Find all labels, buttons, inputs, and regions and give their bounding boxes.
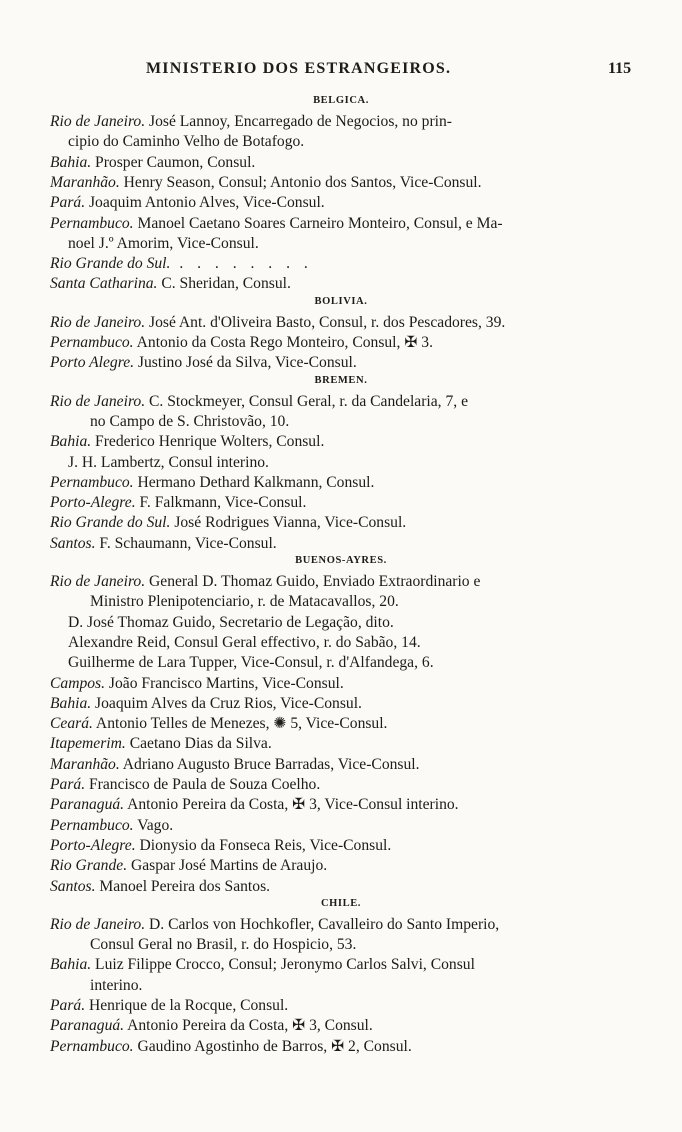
entry-line <box>50 1037 412 1057</box>
place-name: Bahia. <box>50 153 92 171</box>
entry-line <box>50 473 374 493</box>
entry-text: Hermano Dethard Kalkmann, Consul. <box>133 473 375 491</box>
entry-line <box>50 274 291 294</box>
entry-line <box>50 755 420 775</box>
entry-text: José Ant. d'Oliveira Basto, Consul, r. dos Pescadores, 39. <box>145 313 506 331</box>
place-name: Santa Catharina. <box>50 275 158 293</box>
entry-text: Gaudino Agostinho de Barros, ✠ 2, Consul. <box>133 1037 412 1055</box>
section-heading: BOLIVIA. <box>314 295 368 307</box>
entry-text: Antonio da Costa Rego Monteiro, Consul, ✠ 3. <box>133 334 433 351</box>
entry-text: Joaquim Alves da Cruz Rios, Vice-Consul. <box>91 694 362 712</box>
entry-line <box>50 313 505 333</box>
entry-line <box>90 976 142 996</box>
entry-text: Joaquim Antonio Alves, Vice-Consul. <box>85 194 325 212</box>
place-name: Rio de Janeiro. <box>50 113 146 130</box>
place-name: Santos. <box>50 534 96 552</box>
entry-text: José Rodrigues Vianna, Vice-Consul. <box>170 514 407 532</box>
section-heading: BELGICA. <box>313 95 369 106</box>
entry-text: Henry Season, Consul; Antonio dos Santos, Vice-Consul. <box>119 173 482 191</box>
entry-line <box>50 173 482 193</box>
entry-line <box>90 412 289 432</box>
entry-line <box>50 534 277 554</box>
entry-line <box>50 996 288 1016</box>
place-name: Maranhão. <box>50 755 120 773</box>
place-name: Itapemerim. <box>50 735 126 753</box>
place-name: Pará. <box>50 194 86 212</box>
entry-text: João Francisco Martins, Vice-Consul. <box>105 674 344 692</box>
entry-line <box>50 877 270 897</box>
entry-line <box>50 674 344 694</box>
place-name: Porto-Alegre. <box>50 494 136 512</box>
entry-text: cipio do Caminho Velho de Botafogo. <box>68 133 305 151</box>
entry-line <box>68 453 269 473</box>
place-name: Santos. <box>50 877 96 895</box>
place-name: Porto-Alegre. <box>50 836 136 854</box>
entry-line <box>50 816 173 836</box>
entry-line <box>50 153 255 173</box>
entry-text: Justino José da Silva, Vice-Consul. <box>134 354 357 372</box>
entry-text: Caetano Dias da Silva. <box>125 735 272 753</box>
entry-line <box>50 392 468 412</box>
place-name: Porto Alegre. <box>50 354 135 372</box>
entry-text: . . . . . . . . <box>170 255 313 273</box>
entry-text: Alexandre Reid, Consul Geral effectivo, r. do Sabão, 14. <box>68 633 421 651</box>
entry-text: Antonio Pereira da Costa, ✠ 3, Consul. <box>124 1017 373 1035</box>
entry-text: Francisco de Paula de Souza Coelho. <box>85 776 321 793</box>
entry-line <box>68 132 304 152</box>
entry-line <box>50 795 459 815</box>
section-heading: BUENOS-AYRES. <box>295 555 387 566</box>
entry-line <box>50 856 327 876</box>
place-name: Rio de Janeiro. <box>50 392 146 410</box>
place-name: Pará. <box>50 997 86 1014</box>
entry-text: D. Carlos von Hochkofler, Cavalleiro do Santo Imperio, <box>145 915 500 933</box>
entry-text: D. José Thomaz Guido, Secretario de Legação, dito. <box>68 613 394 631</box>
entry-line <box>50 254 313 274</box>
entry-text: Manoel Caetano Soares Carneiro Monteiro, Consul, e Ma- <box>133 214 503 232</box>
entry-text: Vago. <box>133 816 174 834</box>
entry-text: Frederico Henrique Wolters, Consul. <box>91 433 325 451</box>
page-number: 115 <box>608 60 632 77</box>
place-name: Pernambuco. <box>50 473 134 491</box>
place-name: Rio de Janeiro. <box>50 313 146 331</box>
entry-text: J. H. Lambertz, Consul interino. <box>68 453 269 471</box>
entry-line <box>50 572 480 592</box>
place-name: Pernambuco. <box>50 1037 134 1055</box>
place-name: Bahia. <box>50 956 92 974</box>
entry-text: Consul Geral no Brasil, r. do Hospicio, 53. <box>90 936 357 954</box>
entry-text: Henrique de la Rocque, Consul. <box>85 997 289 1014</box>
entry-line <box>90 935 356 955</box>
entry-line <box>50 955 475 975</box>
entry-line <box>50 353 357 373</box>
place-name: Pernambuco. <box>50 214 134 232</box>
place-name: Rio de Janeiro. <box>50 573 146 590</box>
entry-text: no Campo de S. Christovão, 10. <box>90 412 290 430</box>
entry-text: Antonio Pereira da Costa, ✠ 3, Vice-Consul interino. <box>124 796 459 814</box>
entry-text: Luiz Filippe Crocco, Consul; Jeronymo Carlos Salvi, Consul <box>91 956 475 974</box>
section-heading: BREMEN. <box>314 374 368 386</box>
place-name: Maranhão. <box>50 173 120 191</box>
entry-text: Dionysio da Fonseca Reis, Vice-Consul. <box>135 836 392 854</box>
entry-text: F. Schaumann, Vice-Consul. <box>95 534 277 552</box>
place-name: Bahia. <box>50 694 92 712</box>
place-name: Rio Grande do Sul. <box>50 514 171 532</box>
entry-line <box>50 214 503 234</box>
entry-text: General D. Thomaz Guido, Enviado Extraordinario e <box>145 573 481 590</box>
entry-line <box>50 1016 373 1036</box>
entry-line <box>50 333 433 353</box>
place-name: Rio Grande. <box>50 857 128 875</box>
entry-line <box>68 234 259 254</box>
running-title: MINISTERIO DOS ESTRANGEIROS. <box>146 60 452 77</box>
entry-text: José Lannoy, Encarregado de Negocios, no prin- <box>145 113 452 130</box>
entry-line <box>68 613 394 633</box>
place-name: Pernambuco. <box>50 334 134 351</box>
entry-text: Antonio Telles de Menezes, ✺ 5, Vice-Consul. <box>92 715 388 733</box>
entry-text: C. Sheridan, Consul. <box>157 275 291 293</box>
entry-line <box>50 734 272 754</box>
entry-text: noel J.º Amorim, Vice-Consul. <box>68 234 259 252</box>
entry-line <box>50 112 452 132</box>
entry-line <box>50 432 324 452</box>
entry-text: Adriano Augusto Bruce Barradas, Vice-Consul. <box>119 755 420 773</box>
place-name: Paranaguá. <box>50 796 125 814</box>
place-name: Paranaguá. <box>50 1017 125 1035</box>
place-name: Campos. <box>50 674 106 692</box>
place-name: Rio de Janeiro. <box>50 915 146 933</box>
entry-text: Gaspar José Martins de Araujo. <box>127 857 328 875</box>
page-header <box>0 60 682 84</box>
entry-line <box>50 915 499 935</box>
place-name: Pará. <box>50 776 86 793</box>
place-name: Ceará. <box>50 715 93 733</box>
entry-line <box>68 653 434 673</box>
entry-text: C. Stockmeyer, Consul Geral, r. da Candelaria, 7, e <box>145 392 468 410</box>
entry-line <box>50 714 387 734</box>
entry-text: F. Falkmann, Vice-Consul. <box>135 494 307 512</box>
place-name: Rio Grande do Sul. <box>50 255 171 273</box>
entry-line <box>90 592 399 612</box>
entry-line <box>50 193 325 213</box>
place-name: Pernambuco. <box>50 816 134 834</box>
entry-line <box>68 633 421 653</box>
entry-line <box>50 836 391 856</box>
place-name: Bahia. <box>50 433 92 451</box>
entry-line <box>50 513 406 533</box>
entry-text: Guilherme de Lara Tupper, Vice-Consul, r. d'Alfandega, 6. <box>68 654 434 672</box>
entry-text: interino. <box>90 976 143 994</box>
section-heading: CHILE. <box>320 897 362 909</box>
entry-text: Prosper Caumon, Consul. <box>91 153 256 171</box>
entry-text: Manoel Pereira dos Santos. <box>95 877 271 895</box>
entry-line <box>50 493 306 513</box>
entry-text: Ministro Plenipotenciario, r. de Matacavallos, 20. <box>90 593 399 611</box>
entry-line <box>50 694 362 714</box>
entry-line <box>50 775 320 795</box>
